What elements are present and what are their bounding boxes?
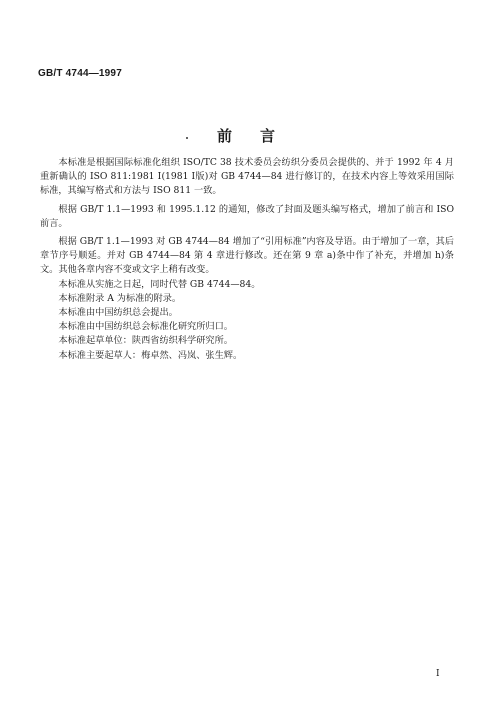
foreword-paragraph: 本标准是根据国际标准化组织 ISO/TC 38 技术委员会纺织分委员会提供的、并于 1992 年 4 月重新确认的 ISO 811:1981 Ⅰ(1981 Ⅰ版)对 GB 4744—84 进行修订的，在技术内容上等效采用国际标准，其编写格式和方法与 ISO 811 一致。 <box>40 157 454 197</box>
foreword-body <box>40 156 454 363</box>
foreword-paragraph: 本标准起草单位：陕西省纺织科学研究所。 <box>58 335 233 347</box>
foreword-paragraph: 根据 GB/T 1.1—1993 和 1995.1.12 的通知，修改了封面及题头编写格式，增加了前言和 ISO 前言。 <box>40 203 454 229</box>
foreword-paragraph: 本标准由中国纺织总会标准化研究所归口。 <box>58 321 233 333</box>
foreword-paragraph: 本标准附录 A 为标准的附录。 <box>58 292 182 304</box>
foreword-paragraph: 本标准从实施之日起，同时代替 GB 4744—84。 <box>58 278 261 290</box>
page-title: 前言 <box>216 127 303 145</box>
standard-code: GB/T 4744—1997 <box>38 68 122 79</box>
foreword-paragraph: 本标准由中国纺织总会提出。 <box>58 307 178 319</box>
foreword-paragraph: 本标准主要起草人：梅卓然、冯岚、张生辉。 <box>58 349 243 361</box>
foreword-paragraph: 根据 GB/T 1.1—1993 对 GB 4744—84 增加了“引用标准”内容及导语。由于增加了一章，其后章节序号顺延。并对 GB 4744—84 第 4 章进行修改。还在第 9 章 a)条中作了补充，并增加 h)条文。其他各章内容不变或文字上稍有改变。 <box>40 236 454 276</box>
page-number: Ⅰ <box>436 669 440 679</box>
